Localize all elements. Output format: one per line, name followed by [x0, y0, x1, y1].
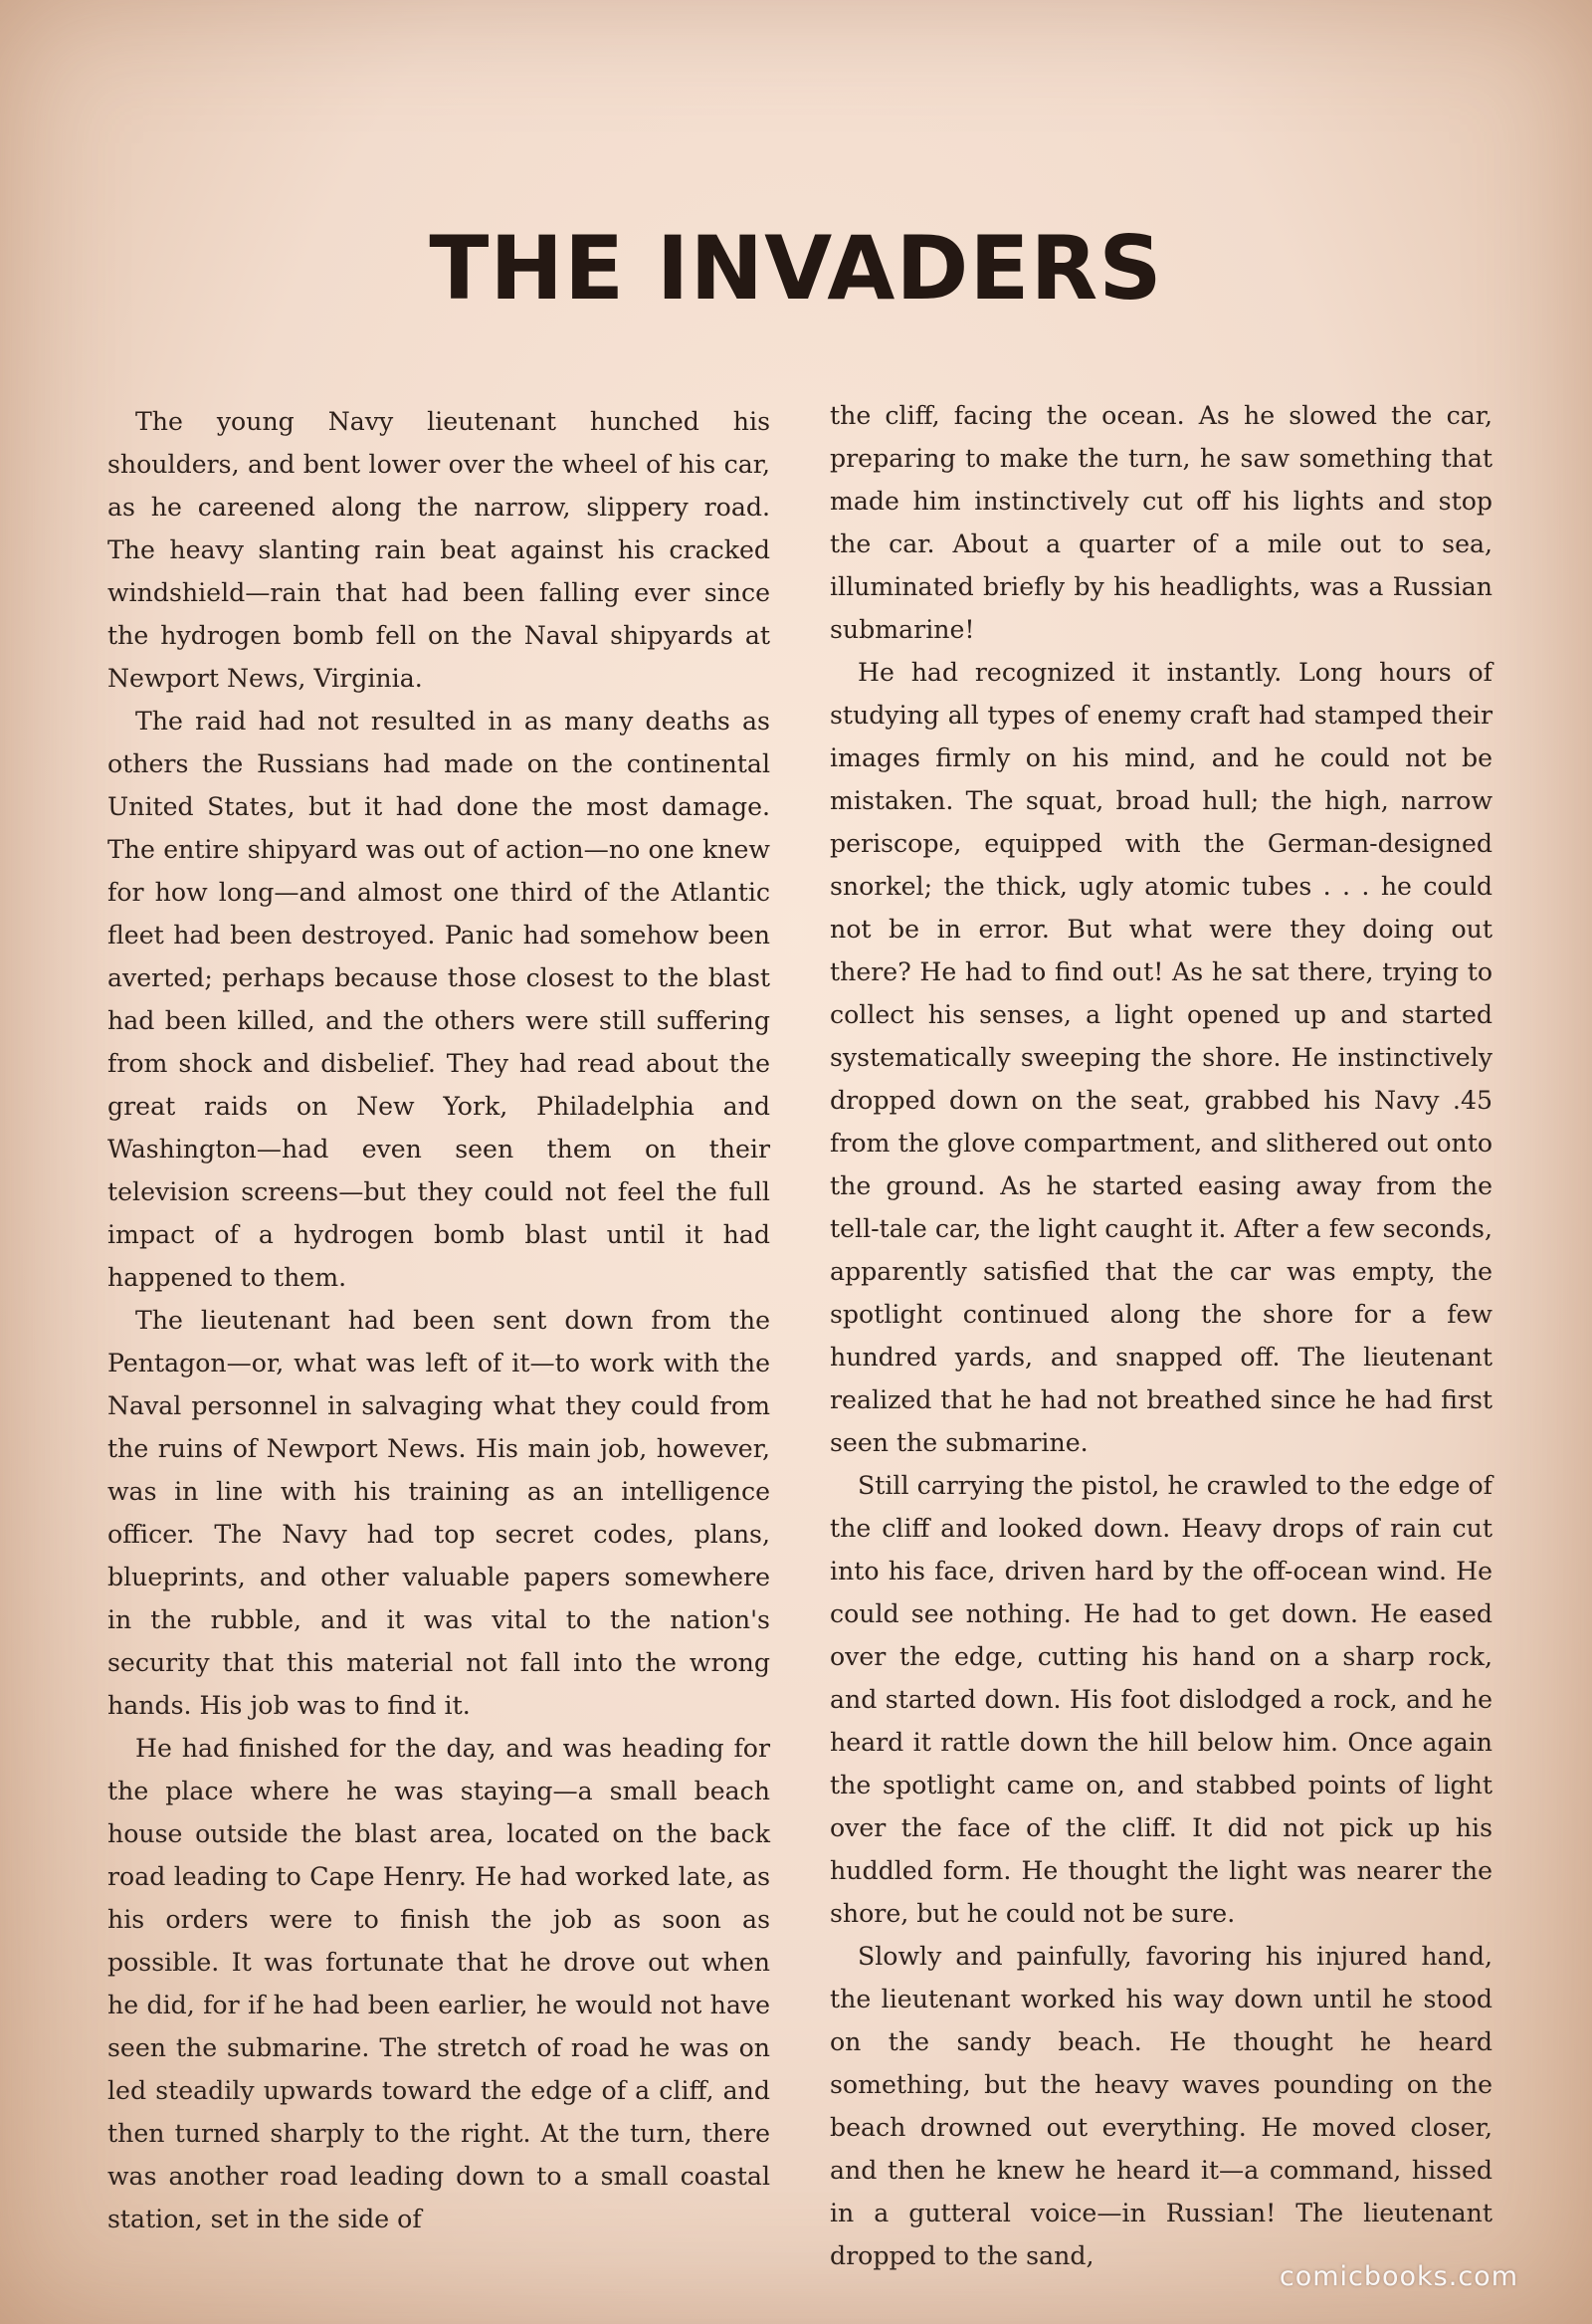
paragraph: The young Navy lieutenant hunched his shoulders, and bent lower over the wheel of his car, as he careened along the narrow, slippery road. The heavy slanting rain beat against his cracked windshield—rain that had been falling ever since the hydrogen bomb fell on the Naval shipyards at Newport News, Virginia.: [107, 407, 770, 693]
paragraph: The raid had not resulted in as many deaths as others the Russians had made on the continental United States, but it had done the most damage. The entire shipyard was out of action—no one knew for how long—and almost one third of the Atlantic fleet had been destroyed. Panic had somehow been averted; perhaps because those closest to the blast had been killed, and the others were still suffering from shock and disbelief. They had read about the great raids on New York, Philadelphia and Washington—had even seen them on their television screens—but they could not feel the full impact of a hydrogen bomb blast until it had happened to them.: [107, 707, 770, 1292]
story-title: THE INVADERS: [429, 217, 1163, 319]
paragraph: He had recognized it instantly. Long hours of studying all types of enemy craft had stamped their images firmly on his mind, and he could not be mistaken. The squat, broad hull; the high, narrow periscope, equipped with the German-designed snorkel; the thick, ugly atomic tubes . . . he could not be in error. But what were they doing out there? He had to find out! As he sat there, trying to collect his senses, a light opened up and started systematically sweeping the shore. He instinctively dropped down on the seat, grabbed his Navy .45 from the glove compartment, and slithered out onto the ground. As he started easing away from the tell-tale car, the light caught it. After a few seconds, apparently satisfied that the car was empty, the spotlight continued along the shore for a few hundred yards, and snapped off. The lieutenant realized that he had not breathed since he had first seen the submarine.: [830, 658, 1492, 1457]
paragraph-continued: the cliff, facing the ocean. As he slowed the car, preparing to make the turn, he saw something that made him instinctively cut off his lights and stop the car. About a quarter of a mile out to sea, illuminated briefly by his headlights, was a Russian submarine!: [830, 401, 1492, 644]
paragraph: He had finished for the day, and was heading for the place where he was staying—a small beach house outside the blast area, located on the back road leading to Cape Henry. He had worked late, as his orders were to finish the job as soon as possible. It was fortunate that he drove out when he did, for if he had been earlier, he would not have seen the submarine. The stretch of road he was on led steadily upwards toward the edge of a cliff, and then turned sharply to the right. At the turn, there was another road leading down to a small coastal station, set in the side of: [107, 1734, 770, 2233]
paragraph: The lieutenant had been sent down from the Pentagon—or, what was left of it—to work with the Naval personnel in salvaging what they could from the ruins of Newport News. His main job, however, was in line with his training as an intelligence officer. The Navy had top secret codes, plans, blueprints, and other valuable papers somewhere in the rubble, and it was vital to the nation's security that this material not fall into the wrong hands. His job was to find it.: [107, 1306, 770, 1720]
paragraph: Still carrying the pistol, he crawled to the edge of the cliff and looked down. Heavy drops of rain cut into his face, driven hard by the off-ocean wind. He could see nothing. He had to get down. He eased over the edge, cutting his hand on a sharp rock, and started down. His foot dislodged a rock, and he heard it rattle down the hill below him. Once again the spotlight came on, and stabbed points of light over the face of the cliff. It did not pick up his huddled form. He thought the light was nearer the shore, but he could not be sure.: [830, 1471, 1492, 1928]
text-column-left: [107, 400, 770, 2240]
paragraph: Slowly and painfully, favoring his injured hand, the lieutenant worked his way down until he stood on the sandy beach. He thought he heard something, but the heavy waves pounding on the beach drowned out everything. He moved closer, and then he knew he heard it—a command, hissed in a gutteral voice—in Russian! The lieutenant dropped to the sand,: [830, 1942, 1492, 2270]
site-watermark: comicbooks.com: [1279, 2261, 1518, 2292]
text-column-right: [830, 394, 1492, 2277]
